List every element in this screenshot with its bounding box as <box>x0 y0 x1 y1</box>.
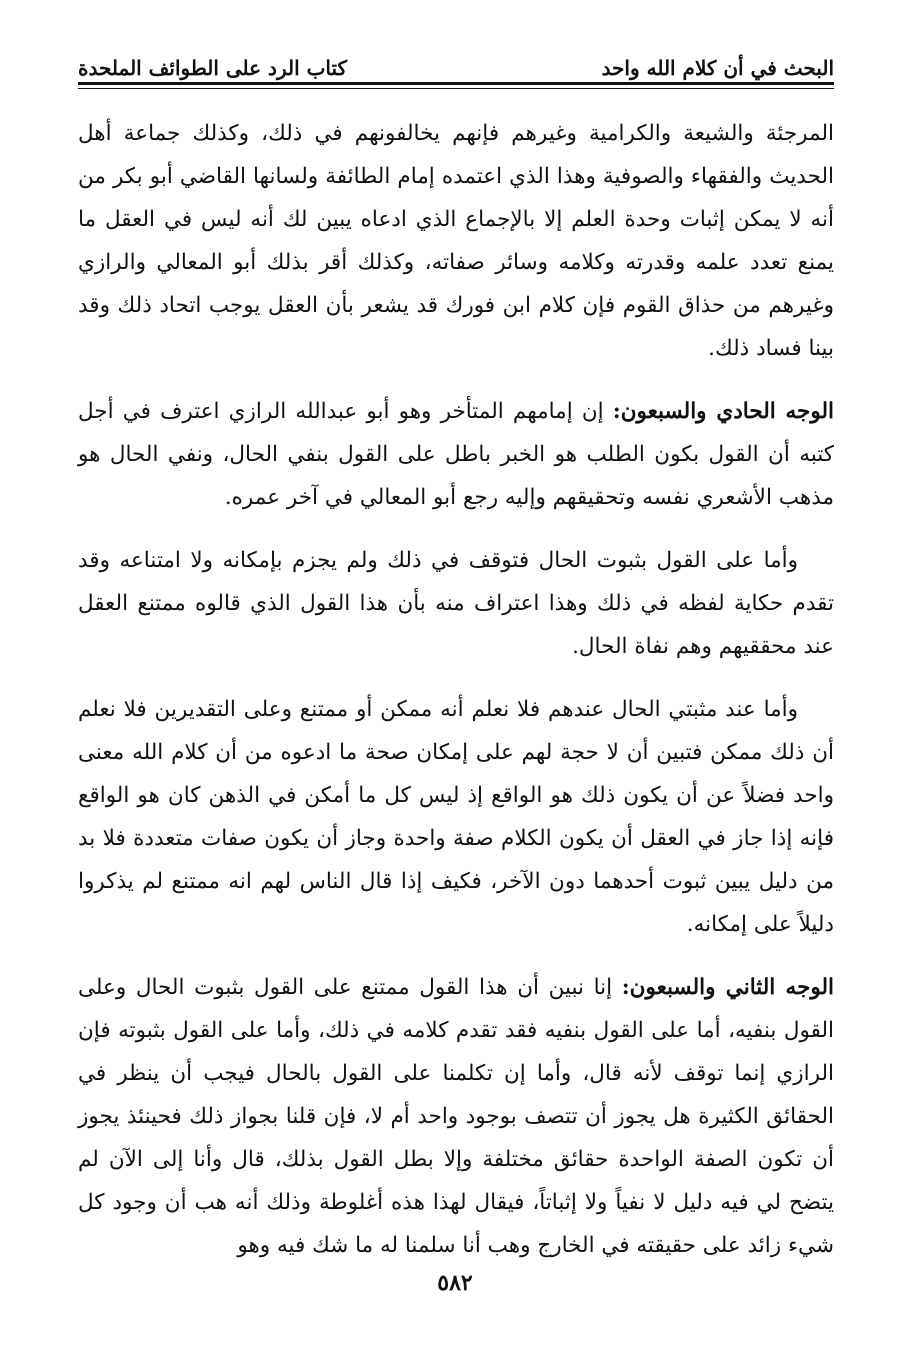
paragraph-text: وأما على القول بثبوت الحال فتوقف في ذلك ولم يجزم بإمكانه ولا امتناعه وقد تقدم حكاية لفظه في ذلك وهذا اعتراف منه بأن هذا القول الذي قالوه ممتنع العقل عند محققيهم وهم نفاة الحال. <box>78 548 834 659</box>
paragraph <box>78 966 834 1267</box>
paragraph-text: المرجئة والشيعة والكرامية وغيرهم فإنهم يخالفونهم في ذلك، وكذلك جماعة أهل الحديث والفقهاء والصوفية وهذا الذي اعتمده إمام الطائفة ولسانها القاضي أبو بكر من أنه لا يمكن إثبات وحدة العلم إلا بالإجماع الذي ادعاه يبين لك أنه ليس في العقل ما يمنع تعدد علمه وقدرته وكلامه وسائر صفاته، وكذلك أقر بذلك أبو المعالي والرازي وغيرهم من حذاق القوم فإن كلام ابن فورك قد يشعر بأن العقل يوجب اتحاد ذلك وقد بينا فساد ذلك. <box>78 121 834 361</box>
paragraph-heading: الوجه الثاني والسبعون: <box>621 975 834 1000</box>
page-number: ٥٨٢ <box>437 1270 473 1296</box>
paragraph <box>78 688 834 946</box>
running-header <box>78 40 834 80</box>
paragraph-text: وأما عند مثبتي الحال عندهم فلا نعلم أنه ممكن أو ممتنع وعلى التقديرين فلا نعلم أن ذلك ممكن فتبين أن لا حجة لهم على إمكان صحة ما ادعوه من أن كلام الله معنى واحد فضلاً عن أن يكون ذلك هو الواقع إذ ليس كل ما أمكن في الذهن كان هو الواقع فإنه إذا جاز في العقل أن يكون الكلام صفة واحدة وجاز أن يكون صفات متعددة فلا بد من دليل يبين ثبوت أحدهما دون الآخر، فكيف إذا قال الناس لهم انه ممتنع لم يذكروا دليلاً على إمكانه. <box>78 697 834 937</box>
header-book-title: كتاب الرد على الطوائف الملحدة <box>78 56 348 80</box>
paragraph-text: إنا نبين أن هذا القول ممتنع على القول بثبوت الحال وعلى القول بنفيه، أما على القول بنفيه فقد تقدم كلامه في ذلك، وأما على القول بثبوته فإن الرازي إنما توقف لأنه قال، وأما إن تكلمنا على القول بالحال فيجب أن ينظر في الحقائق الكثيرة هل يجوز أن تتصف بوجود واحد أم لا، فإن قلنا بجواز ذلك فحينئذ يجوز أن تكون الصفة الواحدة حقائق مختلفة وإلا بطل القول بذلك، قال وأنا إلى الآن لم يتضح لي فيه دليل لا نفياً ولا إثباتاً، فيقال لهذا هذه أغلوطة وذلك أنه هب أن وجود كل شيء زائد على حقيقته في الخارج وهب أنا سلمنا له ما شك فيه وهو <box>78 975 834 1258</box>
header-rule-thick <box>78 82 834 85</box>
paragraph <box>78 112 834 370</box>
paragraph <box>78 539 834 668</box>
header-chapter-title: البحث في أن كلام الله واحد <box>601 56 834 80</box>
paragraph-text: إن إمامهم المتأخر وهو أبو عبدالله الرازي اعترف في أجل كتبه أن القول بكون الطلب هو الخبر باطل على القول بنفي الحال، ونفي الحال هو مذهب الأشعري نفسه وتحقيقهم وإليه رجع أبو المعالي في آخر عمره. <box>78 399 834 510</box>
paragraph-heading: الوجه الحادي والسبعون: <box>612 399 834 424</box>
main-text <box>78 112 834 1287</box>
header-rule-thin <box>78 88 834 89</box>
paragraph <box>78 390 834 519</box>
